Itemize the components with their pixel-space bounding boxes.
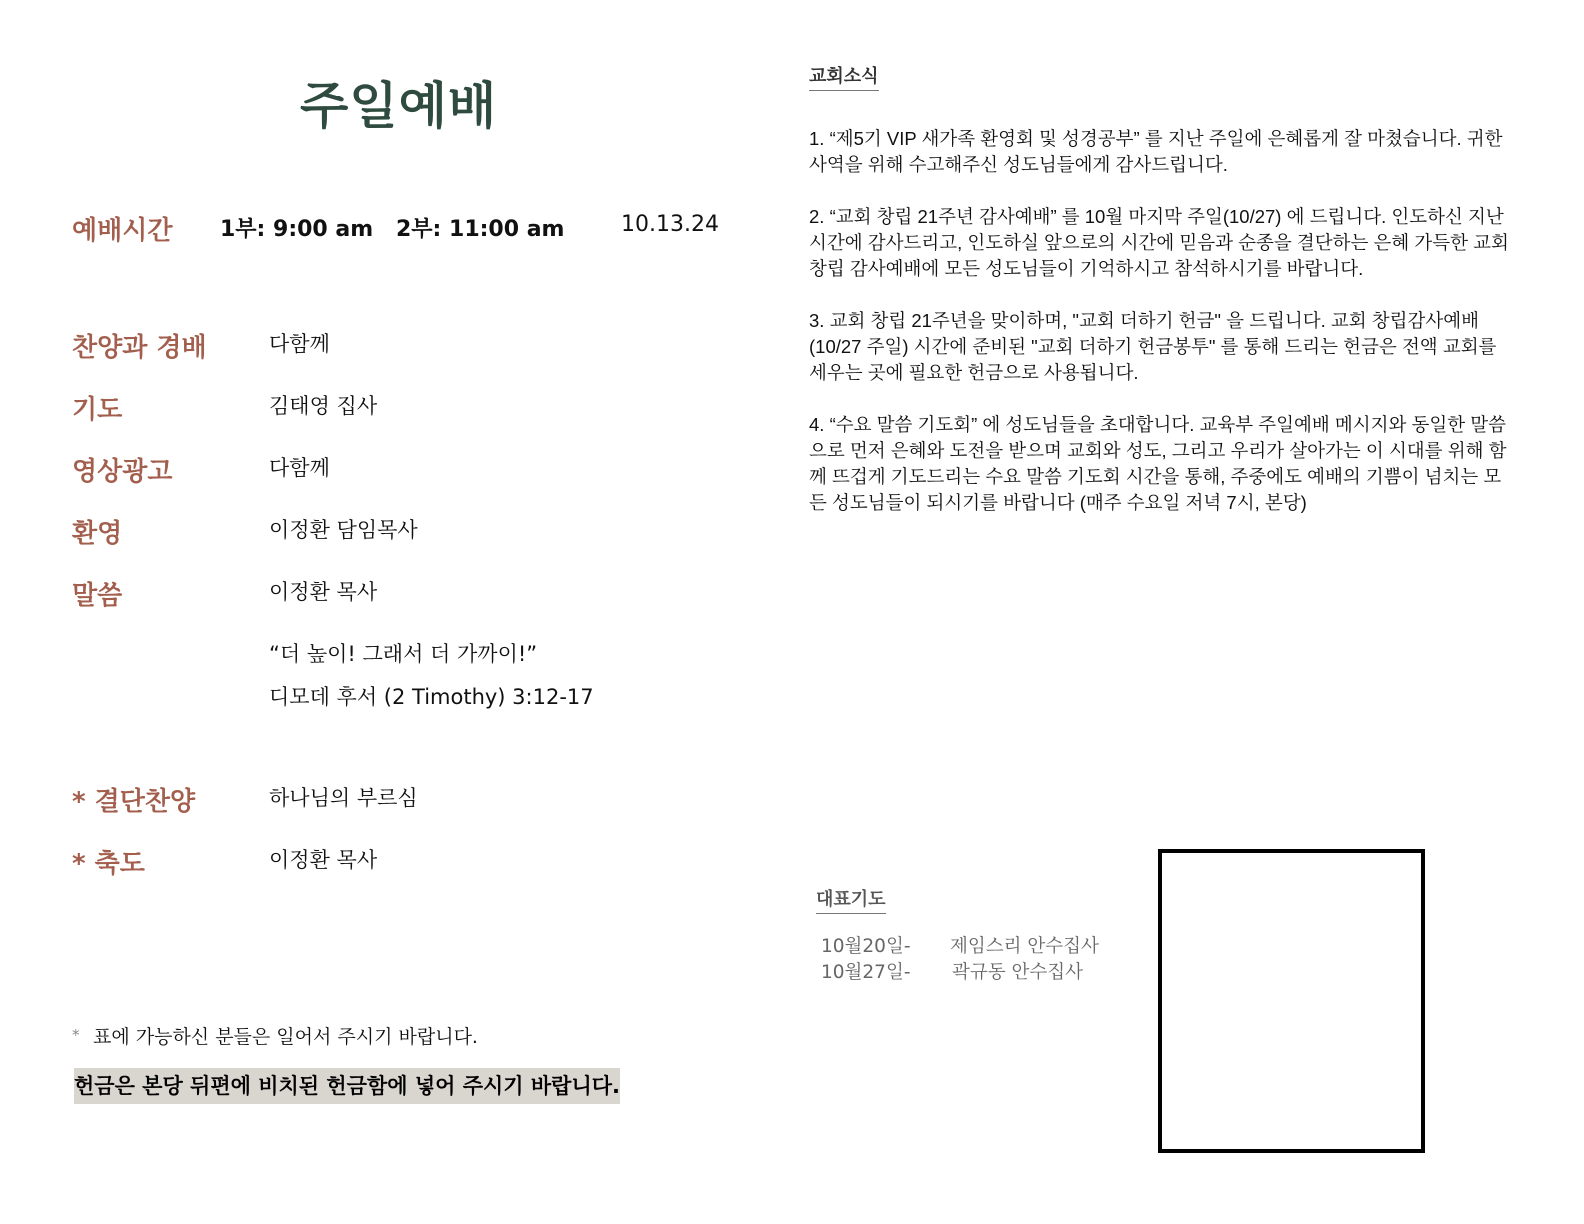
- order-label-praise: 찬양과 경배: [72, 333, 207, 363]
- qr-code-placeholder: [1158, 849, 1425, 1153]
- footnote-text: 표에 가능하신 분들은 일어서 주시기 바랍니다.: [93, 1026, 478, 1048]
- order-label-welcome: 환영: [72, 519, 123, 549]
- order-label-video: 영상광고: [72, 457, 173, 487]
- news-title: 교회소식: [809, 62, 879, 91]
- news-item: 1. “제5기 VIP 새가족 환영회 및 성경공부” 를 지난 주일에 은혜롭게 잘 마쳤습니다. 귀한 사역을 위해 수고해주신 성도님들에게 감사드립니다.: [809, 128, 1503, 175]
- offering-note: 헌금은 본당 뒤편에 비치된 헌금함에 넣어 주시기 바랍니다.: [74, 1068, 620, 1104]
- news-item: 3. 교회 창립 21주년을 맞이하며, "교회 더하기 헌금" 을 드립니다. 교회 창립감사예배 (10/27 주일) 시간에 준비된 "교회 더하기 헌금봉투" 를 통해 드리는 헌금은 전액 교회를 세우는 곳에 필요한 헌금으로 사용됩니다.: [809, 310, 1497, 383]
- page-title: 주일예배: [300, 77, 498, 135]
- order-label-response-hymn: * 결단찬양: [72, 787, 196, 817]
- prayer-date-1: 10월20일-: [821, 936, 911, 957]
- prayer-title: 대표기도: [816, 885, 886, 914]
- sermon-title: “더 높이! 그래서 더 가까이!”: [269, 642, 538, 666]
- second-service-time: 2부: 11:00 am: [396, 217, 565, 242]
- order-value-benediction: 이정환 목사: [269, 848, 378, 872]
- prayer-date-2: 10월27일-: [821, 962, 911, 983]
- service-time-label: 예배시간: [72, 216, 173, 246]
- prayer-name-1: 제임스리 안수집사: [950, 936, 1099, 957]
- order-value-response-hymn: 하나님의 부르심: [269, 786, 418, 810]
- prayer-name-2: 곽규동 안수집사: [952, 962, 1083, 983]
- sermon-scripture: 디모데 후서 (2 Timothy) 3:12-17: [269, 685, 594, 709]
- footnote-star: *: [72, 1026, 80, 1044]
- service-date: 10.13.24: [621, 212, 719, 237]
- order-label-sermon: 말씀: [72, 581, 123, 611]
- order-label-prayer: 기도: [72, 395, 123, 425]
- order-value-video: 다함께: [269, 456, 330, 480]
- order-value-prayer: 김태영 집사: [269, 394, 378, 418]
- first-service-time: 1부: 9:00 am: [220, 217, 374, 242]
- order-value-sermon: 이정환 목사: [269, 580, 378, 604]
- news-item: 4. “수요 말씀 기도회” 에 성도님들을 초대합니다. 교육부 주일예배 메시지와 동일한 말씀으로 먼저 은혜와 도전을 받으며 교회와 성도, 그리고 우리가 살아가는 이 시대를 위해 함께 뜨겁게 기도드리는 수요 말씀 기도회 시간을 통해, 주중에도 예배의 기쁨이 넘치는 모든 성도님들이 되시기를 바랍니다 (매주 수요일 저녁 7시, 본당): [809, 414, 1507, 513]
- order-value-praise: 다함께: [269, 332, 330, 356]
- order-value-welcome: 이정환 담임목사: [269, 518, 418, 542]
- news-item: 2. “교회 창립 21주년 감사예배” 를 10월 마지막 주일(10/27) 에 드립니다. 인도하신 지난 시간에 감사드리고, 인도하실 앞으로의 시간에 믿음과 순종을 결단하는 은혜 가득한 교회 창립 감사예배에 모든 성도님들이 기억하시고 참석하시기를 바랍니다.: [809, 206, 1509, 279]
- order-label-benediction: * 축도: [72, 849, 145, 879]
- news-list: [809, 126, 1513, 542]
